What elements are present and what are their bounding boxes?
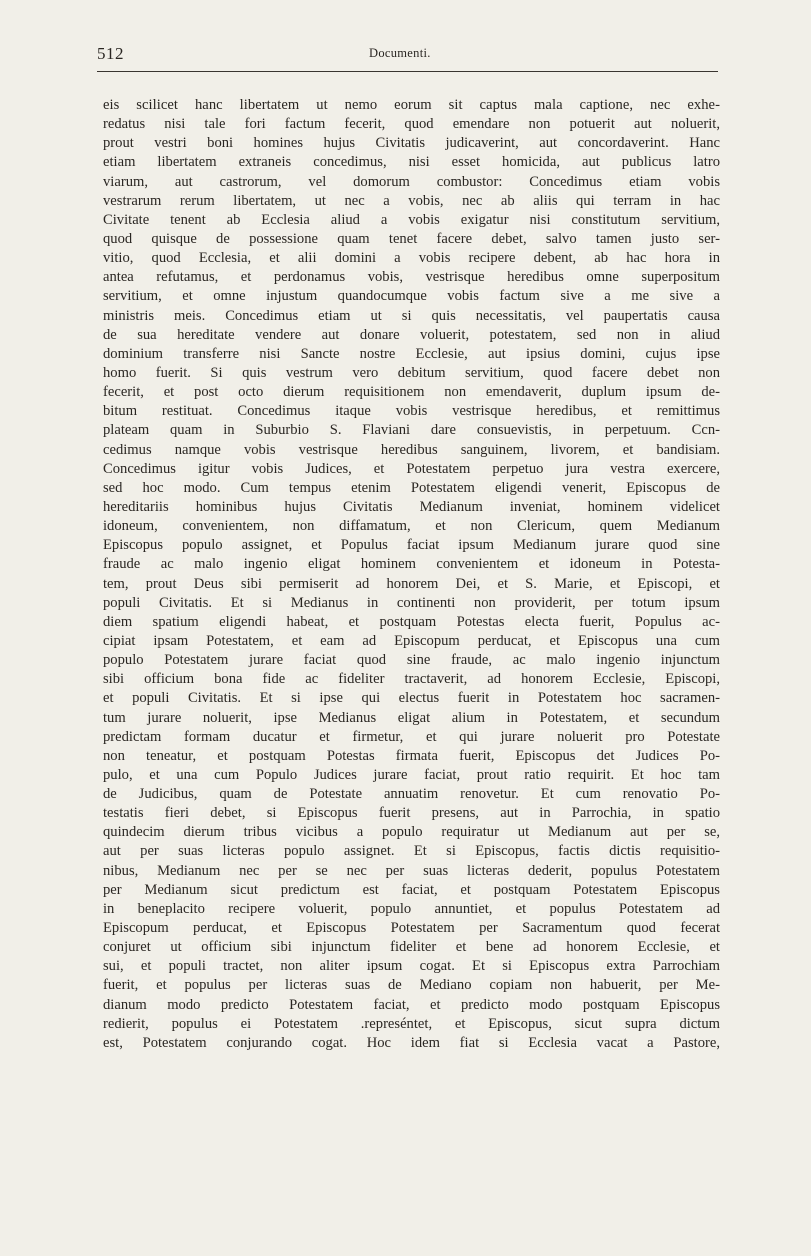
text-line: aut per suas licteras populo assignet. Et si Episcopus, factis dictis requisitio- (103, 843, 720, 860)
text-line: dianum modo predicto Potestatem faciat, et predicto modo postquam Episcopus (103, 996, 720, 1013)
text-line: etiam libertatem extraneis concedimus, nisi esset homicida, aut publicus latro (103, 154, 720, 171)
text-line: cipiat ipsam Potestatem, et eam ad Episcopum perducat, et Episcopus una cum (103, 632, 720, 649)
text-line: Concedimus igitur vobis Judices, et Potestatem perpetuo jura vestra exercere, (103, 460, 720, 477)
text-line: predictam formam ducatur et firmetur, et qui jurare noluerit pro Potestate (103, 728, 720, 745)
text-line: Episcopus populo assignet, et Populus faciat ipsum Medianum jurare quod sine (103, 537, 720, 554)
text-line: dominium transferre nisi Sancte nostre Ecclesie, aut ipsius domini, cujus ipse (103, 345, 720, 362)
text-line: viarum, aut castrorum, vel domorum combustor: Concedimus etiam vobis (103, 173, 720, 190)
text-line: populo Potestatem jurare faciat quod sine fraude, ac malo ingenio injunctum (103, 652, 720, 669)
text-line: tem, prout Deus sibi permiserit ad honorem Dei, et S. Marie, et Episcopi, et (103, 575, 720, 592)
page-number: 512 (97, 44, 124, 63)
text-line: sui, et populi tractet, non aliter ipsum cogat. Et si Episcopus extra Parrochiam (103, 958, 720, 975)
text-line: quod quisque de possessione quam tenet facere debet, salvo tamen justo ser- (103, 230, 720, 247)
text-line: homo fuerit. Si quis vestrum vero debitum servitium, quod facere debet non (103, 364, 720, 381)
text-line: de Judicibus, quam de Potestate annuatim renovetur. Et cum renovatio Po- (103, 786, 720, 803)
text-line: plateam quam in Suburbio S. Flaviani dare consuevistis, in perpetuum. Ccn- (103, 422, 720, 439)
text-line: Civitate tenent ab Ecclesia aliud a vobis exigatur nisi constitutum servitium, (103, 211, 720, 228)
text-line: per Medianum sicut predictum est faciat, et postquam Potestatem Episcopus (103, 881, 720, 898)
text-line: vitio, quod Ecclesia, et alii domini a vobis recipere debent, ab hac hora in (103, 250, 720, 267)
body-text (103, 96, 720, 1053)
text-line: in beneplacito recipere voluerit, populo annuntiet, et populus Potestatem ad (103, 900, 720, 917)
text-line: bitum restituat. Concedimus itaque vobis vestrisque heredibus, et remittimus (103, 403, 720, 420)
text-line: tum jurare noluerit, ipse Medianus eligat alium in Potestatem, et secundum (103, 709, 720, 726)
text-line: diem spatium eligendi habeat, et postquam Potestas electa fuerit, Populus ac- (103, 613, 720, 630)
text-line: populi Civitatis. Et si Medianus in continenti non providerit, per totum ipsum (103, 594, 720, 611)
text-line: quindecim dierum tribus vicibus a populo requiratur ut Medianum aut per se, (103, 824, 720, 841)
text-line: redatus nisi tale fori factum fecerit, quod emendare non potuerit aut noluerit, (103, 116, 720, 133)
text-line: Episcopum perducat, et Episcopus Potestatem per Sacramentum quod fecerat (103, 920, 720, 937)
text-line: pulo, et una cum Populo Judices jurare faciat, prout ratio requirit. Et hoc tam (103, 766, 720, 783)
text-line: sibi officium bona fide ac fideliter tractaverit, ad honorem Ecclesie, Episcopi, (103, 671, 720, 688)
text-line: est, Potestatem conjurando cogat. Hoc idem fiat si Ecclesia vacat a Pastore, (103, 1034, 720, 1051)
text-line: vestrarum rerum libertatem, ut nec a vobis, nec ab aliis qui terram in hac (103, 192, 720, 209)
text-line: fuerit, et populus per licteras suas de Mediano copiam non habuerit, per Me- (103, 977, 720, 994)
text-line: hereditariis hominibus hujus Civitatis Medianum inveniat, hominem videlicet (103, 498, 720, 515)
running-head: Documenti. (369, 46, 431, 60)
page-header (97, 40, 718, 66)
text-line: et populi Civitatis. Et si ipse qui electus fuerit in Potestatem hoc sacramen- (103, 690, 720, 707)
text-line: nibus, Medianum nec per se nec per suas licteras dederit, populus Potestatem (103, 862, 720, 879)
text-line: sed hoc modo. Cum tempus etenim Potestatem eligendi venerit, Episcopus de (103, 479, 720, 496)
text-line: fecerit, et post octo dierum requisitionem non emendaverit, duplum ipsum de- (103, 384, 720, 401)
text-line: ministris meis. Concedimus etiam ut si quis necessitatis, vel paupertatis causa (103, 307, 720, 324)
text-line: redierit, populus ei Potestatem .represéntet, et Episcopus, sicut supra dictum (103, 1015, 720, 1032)
text-line: testatis fieri debet, si Episcopus fuerit presens, aut in Parrochia, in spatio (103, 805, 720, 822)
text-line: idoneum, convenientem, non diffamatum, et non Clericum, quem Medianum (103, 518, 720, 535)
header-rule (97, 71, 718, 72)
text-line: de sua hereditate vendere aut donare voluerit, potestatem, sed non in aliud (103, 326, 720, 343)
text-line: prout vestri boni homines hujus Civitatis judicaverint, aut concordaverint. Hanc (103, 135, 720, 152)
text-line: cedimus namque vobis vestrisque heredibus sanguinem, livorem, et bandisiam. (103, 441, 720, 458)
text-line: conjuret ut officium sibi injunctum fideliter et bene ad honorem Ecclesie, et (103, 939, 720, 956)
text-line: servitium, et omne injustum quandocumque vobis factum sive a me sive a (103, 288, 720, 305)
text-line: antea refutamus, et perdonamus vobis, vestrisque heredibus omne superpositum (103, 269, 720, 286)
text-line: non teneatur, et postquam Potestas firmata fuerit, Episcopus det Judices Po- (103, 747, 720, 764)
text-line: eis scilicet hanc libertatem ut nemo eorum sit captus mala captione, nec exhe- (103, 97, 720, 113)
text-line: fraude ac malo ingenio eligat hominem convenientem et idoneum in Potesta- (103, 556, 720, 573)
